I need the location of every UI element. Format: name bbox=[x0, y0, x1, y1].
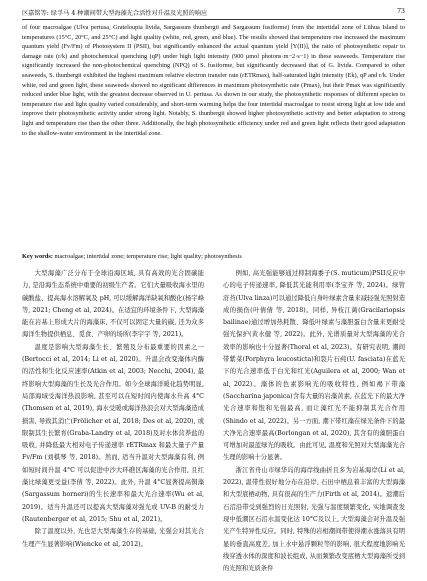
keywords-label: Key words: bbox=[22, 253, 53, 260]
paragraph: 浙江省舟山市绿华岛的海岸线曲折且多为岩基海岸(Li et al, 2022), 温带性很好地分布在沿岸, 石田中栖息着丰富的大型海藻和大型底栖动物, 具有很高的生产力(Firth et al, 2014)。退潮后石沼沿带受到强烈的日光照射, 光强与温度频繁变化, 实地调查发现中低潮区石沼水温变化达 10°C及以上, 大型海藻会对升温及强光产生特异性反应。同时, 特殊的岩相潮间带使得潮水涨落具有明显的垂直高度差, 加上水中悬浮颗粒等的影响, 很大程度地影响光线穿透水体的深度和波长组成, 从而频繁改变底栖大型海藻所受到的光照和光质条件 bbox=[223, 466, 405, 573]
abstract-text: of four macroalgae (Ulva pertusa, Grateloupia livida, Sargassum thunbergii and Sargassum fusiforme) from the intertidal zone of Lühua Island to temperatures (15°C, 20°C, and 25°C) and light quality (white, red, green, and blue). The results showed that temperature rise increased the maximum quantum yield (Fv/Fm) of Photosystem II (PSII), but significantly enhanced the actual quantum yield [Y(II)], the ratio of photosynthetic repair to damage rate (r/k) and photochemical quenching (qP) under high light intensity (900 μmol photons·m−2·s−1) in these seaweeds. Temperature rise significantly increased the non-photochemical quenching (NPQ) of S. fusiforme, but significantly decreased that of G. livida. Compared to other seaweeds, S. thunbergii exhibited the highest maximum relative electron transfer rate (rETRmax), half-saturated light intensity (Ek), qP and r/k. Under white, red and green light, these seaweeds showed no significant differences in maximum photosynthetic rate (Pmax), but their Pmax was significantly reduced under blue light, with the greatest decrease observed in U. pertusa. As shown in our study, the photosynthetic responses of different species to temperature rise and light quality varied considerably, and short-term warming helps the four intertidal macroalgae to resist strong light at low tide and improve their photosynthetic activity under strong light. Notably, S. thunbergii showed higher photosynthetic activity and better adaptation to strong light and temperature rise than the other three. Additionally, the high photosynthetic efficiency under red and green light reflects their good adaptation to the shallow-water environment in the intertidal zone. bbox=[22, 24, 405, 137]
paragraph: 温度是影响大型海藻生长、繁殖及分布最重要的因素之一(Bertocci et al, 2014; Li et al, 2020)。升温会改变藻体内酶的活性和生化反应速率(Atkin et al, 2003; Necchi, 2004), 最终影响大型海藻的生长及光合作用。如今全球海洋暖化趋势明显, 局部海域受海洋热浪影响, 甚至可以在短时间内使海水升高 4°C (Thomsen et al, 2019), 海水受暖或海洋热浪会对大型海藻造成损害, 导致其消亡(Frölicher et al, 2018; Des et al, 2020), 或限制其生长繁育(Graba-Landry et al, 2018)及对水体营养盐的吸收, 并降低最大相对电子传递速率 rETRmax 和最大量子产量 Fv/Fm (刘棋琴 等, 2018)。然而, 适当升温对大型海藻有利, 例如短时间升温 4°C 可以促进中沙大环礁区海藻的光合作用, 且红藻比绿藻更受益(李倩 等, 2022)。此外, 升温 4°C显著提高铜藻(Sargassum horneri)的生长速率和最大光合速率(Wu et al, 2019)。适当升温还可以提高大型海藻对强光或 UV-B 的耐受力(Rautenberger et al, 2015; Shu et al, 2021)。 bbox=[22, 343, 204, 523]
paragraph: 除了温度以外, 光也是大型海藻生存的基础, 光强会对其光合生理产生显著影响(Wiencke et al, 2012)。 bbox=[22, 528, 204, 548]
paragraph: 大型海藻广泛分布于全球沿海区域, 具有高效的光合固碳能力, 是沿海生态系统中重要的初级生产者。它们大量吸收海水里的碳酸盐、提高海水溶解氧及 pH, 可以缓解海洋缺氧和酸化(杨宇峰 等, 2021; Cheng et al, 2024)。在适宜的环境条件下, 大型海藻能在岩基上形成大片的海藻床, 不仅可以固定大量的碳, 还为众多海洋生物提供栖息、觅食、产卵的场所(李宇宇 等, 2021)。 bbox=[22, 270, 204, 339]
body-column-right bbox=[223, 268, 405, 575]
header-rule bbox=[22, 19, 405, 20]
keywords-text: macroalgae; intertidal zone; temperature rise; light quality; photosynthesis bbox=[54, 253, 242, 260]
paragraph: 例如, 高光强能够通过抑制海黍子(S. muticum)PSII反应中心的电子传递速率, 降低其光能利用率(李宝齐 等, 2024)。绿管浒苔(Ulva linza)可以通过降低自身叶绿素含量来减轻强光照射造成的损伤(叶倩倩 等, 2018)。同样, 异枝江蓠(Gracilariopsis bailinae)通过增加热耗散、降低叶绿素与藻胆蛋白含量来更耐受强光保护(黄水健 等, 2022)。此外, 光谱质量对大型海藻的光合效率的影响也十分显著(Thoral et al, 2023)。有研究表明, 潮间带紫菜(Porphyra leucosticta)和裂片石莼(U. fasciata)在蓝光下的光合速率低于白光和红光(Aguilera et al, 2000; Wan et al, 2022)。藻体的色素影响光的吸收特性, 例如褐下带藻(Saccharina japonica)含有大量的岩藻黄素, 在蓝光下的最大净光合速率和饱和光强最高, 而让藻红光不能抑制其光合作用(Shindo et al, 2022)。另一方面, 潮下带红藻在绿光条件下的最大净光合速率最高(Borlongan et al, 2020), 其含有的藻胆蛋白可增加对最蓝绿光的吸收。由此可见, 温度和光照对大型海藻光合生理的影响十分显著。 bbox=[223, 270, 405, 462]
running-title: 区嘉铭等: 绿孚马 4 种潮间带大型海藻光合活性对升温及光照的响应 bbox=[22, 10, 208, 17]
keywords bbox=[22, 252, 405, 262]
page-number: 73 bbox=[397, 8, 405, 15]
body-column-left bbox=[22, 268, 204, 551]
